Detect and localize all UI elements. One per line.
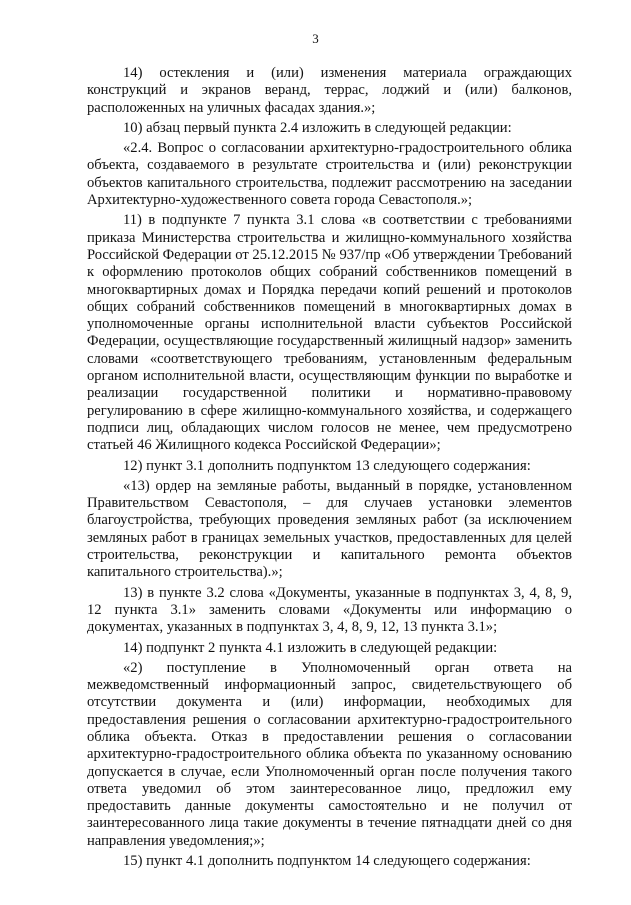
document-body	[87, 65, 572, 870]
paragraph-amendment-15: 15) пункт 4.1 дополнить подпунктом 14 следующего содержания:	[123, 853, 531, 870]
paragraph-amendment-14: 14) подпункт 2 пункта 4.1 изложить в следующей редакции:	[123, 639, 498, 656]
paragraph-amendment-10: 10) абзац первый пункта 2.4 изложить в следующей редакции:	[123, 119, 512, 136]
paragraph-item-14-glazing: 14) остекления и (или) изменения материала ограждающих конструкций и экранов веранд, террас, лоджий и (или) балконов, расположенных на уличных фасадах здания.»;	[87, 65, 572, 116]
paragraph-amendment-12: 12) пункт 3.1 дополнить подпунктом 13 следующего содержания:	[123, 457, 531, 474]
paragraph-subitem-2: «2) поступление в Уполномоченный орган ответа на межведомственный информационный запрос, свидетельствующего об отсутствии документа и (или) информации, необходимых для предоставления решения о согласовании архитектурно-градостроительного облика объекта. Отказ в предоставлении решения о согласовании архитектурно-градостроительного облика объекта по указанному основанию допускается в случае, если Уполномоченный орган после получения такого ответа уведомил об этом заинтересованное лицо, предложил ему предоставить данные документы самостоятельно и не получил от заинтересованного лица такие документы в течение пятнадцати дней со дня направления уведомления;»;	[87, 659, 572, 849]
paragraph-clause-2-4: «2.4. Вопрос о согласовании архитектурно-градостроительного облика объекта, создаваемого в результате строительства и (или) реконструкции объектов капитального строительства, подлежит рассмотрению на заседании Архитектурно-художественного совета города Севастополя.»;	[87, 140, 572, 209]
page-number: 3	[312, 31, 319, 46]
paragraph-amendment-13: 13) в пункте 3.2 слова «Документы, указанные в подпунктах 3, 4, 8, 9, 12 пункта 3.1» заменить словами «Документы или информацию о документах, указанных в подпунктах 3, 4, 8, 9, 12, 13 пункта 3.1»;	[87, 584, 572, 636]
paragraph-subitem-13: «13) ордер на земляные работы, выданный в порядке, установленном Правительством Севастополя, – для случаев установки элементов благоустройства, требующих проведения земляных работ (за исключением земляных работ в границах земельных участков, предоставленных для целей строительства, реконструкции и капитального ремонта объектов капитального строительства).»;	[87, 477, 572, 581]
paragraph-amendment-11: 11) в подпункте 7 пункта 3.1 слова «в соответствии с требованиями приказа Министерства строительства и жилищно-коммунального хозяйства Российской Федерации от 25.12.2015 № 937/пр «Об утверждении Требований к оформлению протоколов общих собраний собственников помещений в многоквартирных домах и Порядка передачи копий решений и протоколов общих собраний собственников помещений в многоквартирных домах в уполномоченные органы исполнительной власти субъектов Российской Федерации, осуществляющие государственный жилищный надзор» заменить словами «соответствующего требованиям, установленным федеральным органом исполнительной власти, осуществляющим функции по выработке и реализации государственной политики и нормативно-правовому регулированию в сфере жилищно-коммунального хозяйства, и содержащего подписи лиц, обладающих числом голосов не менее, чем предусмотрено статьей 46 Жилищного кодекса Российской Федерации»;	[87, 212, 572, 454]
